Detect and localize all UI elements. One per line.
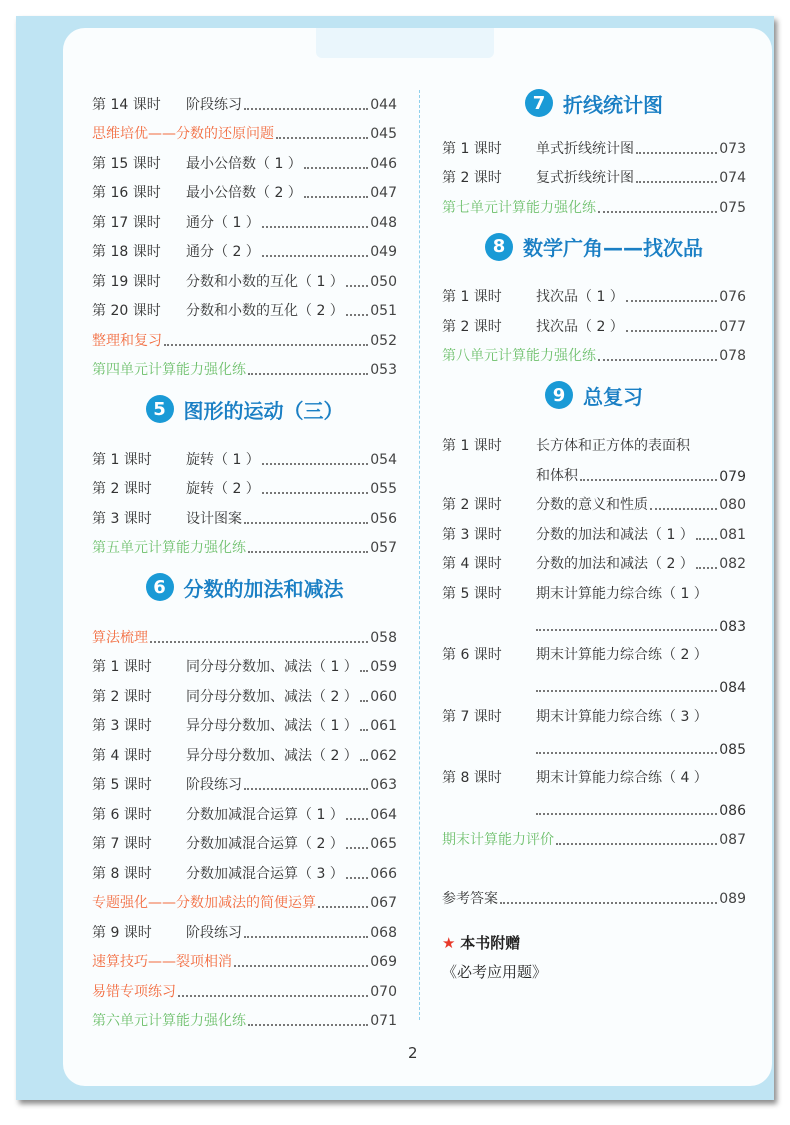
toc-entry[interactable]: [442, 573, 746, 635]
leader-dots: [248, 551, 368, 553]
entry-title: 第七单元计算能力强化练: [442, 199, 596, 216]
toc-entry[interactable]: [92, 794, 397, 824]
toc-entry[interactable]: [442, 635, 746, 697]
page-ref: 051: [370, 303, 397, 319]
page-ref: 058: [370, 629, 397, 646]
entry-title: 分数和小数的互化（ 1 ）: [186, 273, 344, 290]
page-number: 2: [408, 1044, 418, 1062]
page-ref: 084: [719, 680, 746, 696]
toc-entry[interactable]: [92, 912, 397, 942]
leader-dots: [536, 629, 717, 631]
leader-dots: [318, 906, 368, 908]
section-8-entries: [442, 277, 746, 366]
entry-title: 分数的加法和减法（ 1 ）: [536, 526, 694, 543]
leader-dots: [244, 936, 368, 938]
entry-title: 算法梳理: [92, 629, 148, 646]
entry-title: 阶段练习: [186, 924, 242, 941]
toc-entry[interactable]: [92, 528, 397, 558]
entry-title: 速算技巧——裂项相消: [92, 954, 232, 970]
section-7-header: [442, 78, 746, 128]
page-ref: 053: [370, 362, 397, 378]
toc-entry[interactable]: [92, 439, 397, 469]
right-column: [442, 78, 746, 982]
entry-title: 分数加减混合运算（ 2 ）: [186, 836, 344, 852]
page-ref: 054: [370, 451, 397, 468]
page-ref: 071: [370, 1013, 397, 1029]
entry-title: 期末计算能力综合练（ 2 ）: [536, 647, 708, 663]
toc-entry[interactable]: [442, 879, 746, 909]
toc-entry[interactable]: [442, 544, 746, 574]
entry-title: 期末计算能力评价: [442, 831, 554, 848]
header-decoration: [316, 28, 494, 58]
page-ref: 047: [370, 185, 397, 201]
lesson-number: 第 2 课时: [442, 318, 502, 335]
toc-entry[interactable]: [92, 853, 397, 883]
entry-title: 分数的加法和减法（ 2 ）: [536, 556, 694, 572]
entry-title: 第六单元计算能力强化练: [92, 1013, 246, 1029]
entry-title: 分数加减混合运算（ 3 ）: [186, 865, 344, 882]
page-ref: 044: [370, 96, 397, 113]
page-ref: 060: [370, 688, 397, 705]
entry-title: 思维培优——分数的还原问题: [92, 126, 274, 142]
page-ref: 086: [719, 803, 746, 819]
page-ref: 045: [370, 126, 397, 142]
page-ref: 083: [719, 618, 746, 635]
entry-title: 第四单元计算能力强化练: [92, 362, 246, 378]
toc-entry[interactable]: [442, 758, 746, 820]
leader-dots: [244, 788, 368, 790]
section-6-header: [92, 557, 397, 617]
leader-dots: [244, 522, 368, 524]
toc-entry[interactable]: [92, 883, 397, 913]
leader-dots: [346, 818, 368, 820]
lesson-number: 第 1 课时: [92, 451, 152, 468]
toc-entry[interactable]: [92, 143, 397, 173]
leader-dots: [304, 196, 368, 198]
lesson-number: 第 15 课时: [92, 155, 161, 172]
toc-entry[interactable]: [92, 706, 397, 736]
leader-dots: [360, 759, 368, 761]
leader-dots: [696, 567, 717, 569]
leader-dots: [360, 700, 368, 702]
toc-entry[interactable]: [92, 735, 397, 765]
entry-title: 整理和复习: [92, 332, 162, 349]
lesson-number: 第 8 课时: [442, 770, 502, 786]
lesson-number: 第 19 课时: [92, 273, 161, 290]
lesson-number: 第 2 课时: [442, 170, 502, 186]
toc-entry[interactable]: [92, 971, 397, 1001]
page-ref: 075: [719, 199, 746, 216]
entry-title: 第五单元计算能力强化练: [92, 540, 246, 556]
entry-title: 通分（ 1 ）: [186, 214, 260, 231]
leader-dots: [636, 181, 717, 183]
toc-entry[interactable]: [92, 350, 397, 380]
page-ref: 089: [719, 891, 746, 907]
section-number-badge: 8: [485, 233, 513, 261]
page-ref: 065: [370, 836, 397, 852]
toc-entry[interactable]: [92, 261, 397, 291]
entry-title: 最小公倍数（ 2 ）: [186, 185, 302, 201]
leader-dots: [248, 1024, 368, 1026]
entry-title: 分数的意义和性质: [536, 497, 648, 513]
leader-dots: [164, 344, 368, 346]
leader-dots: [360, 729, 368, 731]
page-ref: 056: [370, 510, 397, 527]
toc-entry[interactable]: [92, 942, 397, 972]
lesson-number: 第 1 课时: [92, 659, 152, 675]
unit4-entries: [92, 84, 397, 379]
page-ref: 070: [370, 983, 397, 1000]
leader-dots: [304, 167, 368, 169]
page-ref: 068: [370, 924, 397, 941]
page-ref: 046: [370, 155, 397, 172]
leader-dots: [598, 359, 717, 361]
lesson-number: 第 14 课时: [92, 96, 161, 113]
toc-entry[interactable]: [92, 469, 397, 499]
page-ref: 055: [370, 481, 397, 497]
lesson-number: 第 6 课时: [92, 806, 152, 823]
entry-title: 易错专项练习: [92, 983, 176, 1000]
entry-title: 参考答案: [442, 891, 498, 907]
lesson-number: 第 1 课时: [442, 140, 502, 157]
leader-dots: [244, 108, 368, 110]
section-number-badge: 9: [545, 381, 573, 409]
page-ref: 087: [719, 831, 746, 848]
page-ref: 066: [370, 865, 397, 882]
toc-entry[interactable]: [442, 485, 746, 515]
toc-entry[interactable]: [92, 320, 397, 350]
toc-entry[interactable]: [92, 232, 397, 262]
leader-dots: [650, 508, 717, 510]
toc-entry[interactable]: [442, 158, 746, 188]
leader-dots: [262, 226, 368, 228]
page-ref: 074: [719, 170, 746, 186]
bonus-note: [442, 932, 746, 982]
toc-entry[interactable]: [442, 819, 746, 849]
lesson-number: 第 16 课时: [92, 185, 161, 201]
toc-entry[interactable]: [442, 306, 746, 336]
leader-dots: [626, 300, 717, 302]
entry-title: 最小公倍数（ 1 ）: [186, 155, 302, 172]
lesson-number: 第 7 课时: [442, 708, 502, 725]
page-ref: 063: [370, 777, 397, 793]
leader-dots: [178, 995, 368, 997]
section-title: 图形的运动（三）: [183, 398, 344, 423]
entry-title: 期末计算能力综合练（ 4 ）: [536, 770, 708, 786]
page-ref: 061: [370, 718, 397, 734]
leader-dots: [696, 538, 717, 540]
entry-title-continued: 和体积: [536, 467, 578, 484]
entry-title: 找次品（ 2 ）: [536, 318, 624, 335]
section-9-header: [442, 365, 746, 425]
entry-title: 异分母分数加、减法（ 1 ）: [186, 718, 358, 734]
section-8-header: [442, 217, 746, 277]
toc-entry[interactable]: [92, 617, 397, 647]
toc-entry[interactable]: [442, 128, 746, 158]
entry-title: 同分母分数加、减法（ 1 ）: [186, 659, 358, 675]
page-ref: 067: [370, 895, 397, 911]
entry-title: 找次品（ 1 ）: [536, 289, 624, 305]
leader-dots: [346, 314, 368, 316]
lesson-number: 第 6 课时: [442, 647, 502, 663]
entry-title: 旋转（ 2 ）: [186, 481, 260, 497]
page-ref: 050: [370, 273, 397, 290]
entry-title: 阶段练习: [186, 96, 242, 113]
toc-entry[interactable]: [92, 498, 397, 528]
page-ref: 057: [370, 540, 397, 556]
page-ref: 069: [370, 954, 397, 970]
entry-title: 设计图案: [186, 510, 242, 527]
leader-dots: [150, 641, 368, 643]
leader-dots: [262, 255, 368, 257]
page-ref: 073: [719, 140, 746, 157]
section-5-header: [92, 379, 397, 439]
page-ref: 059: [370, 659, 397, 675]
leader-dots: [346, 877, 368, 879]
toc-entry[interactable]: [92, 202, 397, 232]
section-number-badge: 7: [525, 89, 553, 117]
lesson-number: 第 3 课时: [442, 526, 502, 543]
toc-entry[interactable]: [92, 173, 397, 203]
lesson-number: 第 8 课时: [92, 865, 152, 882]
section-title: 折线统计图: [563, 92, 663, 117]
page-ref: 078: [719, 348, 746, 364]
leader-dots: [626, 330, 717, 332]
leader-dots: [262, 463, 368, 465]
entry-title: 长方体和正方体的表面积: [536, 437, 690, 454]
toc-entry[interactable]: [442, 187, 746, 217]
section-6-entries: [92, 617, 397, 1030]
toc-entry[interactable]: [92, 291, 397, 321]
section-9-entries: [442, 485, 746, 574]
toc-entry[interactable]: [442, 696, 746, 758]
leader-dots: [636, 152, 717, 154]
page-ref: 079: [719, 468, 746, 485]
leader-dots: [262, 492, 368, 494]
leader-dots: [500, 902, 717, 904]
entry-title: 分数和小数的互化（ 2 ）: [186, 303, 344, 319]
page-ref: 049: [370, 244, 397, 260]
toc-entry[interactable]: [442, 514, 746, 544]
toc-entry[interactable]: [92, 824, 397, 854]
entry-title: 分数加减混合运算（ 1 ）: [186, 806, 344, 823]
entry-title: 专题强化——分数加减法的简便运算: [92, 895, 316, 911]
leader-dots: [536, 813, 717, 815]
lesson-number: 第 2 课时: [92, 688, 152, 705]
entry-title: 阶段练习: [186, 777, 242, 793]
section-title: 分数的加法和减法: [183, 576, 344, 601]
entry-title: 旋转（ 1 ）: [186, 451, 260, 468]
toc-entry[interactable]: [92, 1001, 397, 1031]
bonus-book: 《必考应用题》: [442, 963, 548, 981]
entry-title: 期末计算能力综合练（ 3 ）: [536, 708, 708, 725]
left-column: [92, 84, 397, 1030]
entry-title: 期末计算能力综合练（ 1 ）: [536, 585, 708, 602]
leader-dots: [234, 965, 368, 967]
lesson-number: 第 2 课时: [92, 481, 152, 497]
toc-entry[interactable]: [92, 765, 397, 795]
lesson-number: 第 5 课时: [92, 777, 152, 793]
page-ref: 080: [719, 497, 746, 513]
lesson-number: 第 4 课时: [442, 556, 502, 572]
lesson-number: 第 20 课时: [92, 303, 161, 319]
column-divider: [419, 90, 420, 1020]
section-number-badge: 6: [146, 573, 174, 601]
page-ref: 076: [719, 289, 746, 305]
toc-entry[interactable]: [442, 425, 746, 485]
lesson-number: 第 4 课时: [92, 747, 152, 764]
leader-dots: [276, 137, 368, 139]
lesson-number: 第 18 课时: [92, 244, 161, 260]
page-ref: 064: [370, 806, 397, 823]
section-7-entries: [442, 128, 746, 217]
lesson-number: 第 1 课时: [442, 437, 502, 454]
entry-title: 单式折线统计图: [536, 140, 634, 157]
page-ref: 081: [719, 526, 746, 543]
page-ref: 077: [719, 318, 746, 335]
entry-title: 通分（ 2 ）: [186, 244, 260, 260]
section-9-final-practice: [442, 573, 746, 819]
page-ref: 085: [719, 741, 746, 758]
leader-dots: [360, 670, 368, 672]
leader-dots: [580, 479, 717, 481]
leader-dots: [598, 211, 717, 213]
page-ref: 082: [719, 556, 746, 572]
lesson-number: 第 17 课时: [92, 214, 161, 231]
lesson-number: 第 3 课时: [92, 510, 152, 527]
entry-title: 复式折线统计图: [536, 170, 634, 186]
entry-title: 第八单元计算能力强化练: [442, 348, 596, 364]
page-ref: 062: [370, 747, 397, 764]
lesson-number: 第 1 课时: [442, 289, 502, 305]
lesson-number: 第 7 课时: [92, 836, 152, 852]
lesson-number: 第 5 课时: [442, 585, 502, 602]
lesson-number: 第 3 课时: [92, 718, 152, 734]
toc-entry[interactable]: [92, 114, 397, 144]
toc-entry[interactable]: [92, 84, 397, 114]
lesson-number: 第 2 课时: [442, 497, 502, 513]
leader-dots: [536, 752, 717, 754]
bonus-title: 本书附赠: [460, 934, 521, 952]
entry-title: 同分母分数加、减法（ 2 ）: [186, 688, 358, 705]
section-title: 数学广角——找次品: [523, 236, 703, 260]
leader-dots: [346, 285, 368, 287]
toc-entry[interactable]: [92, 647, 397, 677]
toc-entry[interactable]: [442, 277, 746, 307]
section-5-entries: [92, 439, 397, 557]
toc-entry[interactable]: [92, 676, 397, 706]
page-ref: 048: [370, 214, 397, 231]
leader-dots: [346, 847, 368, 849]
page-ref: 052: [370, 332, 397, 349]
leader-dots: [248, 373, 368, 375]
toc-entry[interactable]: [442, 336, 746, 366]
star-icon: ★: [442, 934, 456, 952]
leader-dots: [536, 690, 717, 692]
entry-title: 异分母分数加、减法（ 2 ）: [186, 747, 358, 764]
section-number-badge: 5: [146, 395, 174, 423]
section-title: 总复习: [583, 384, 643, 409]
leader-dots: [556, 843, 717, 845]
lesson-number: 第 9 课时: [92, 924, 152, 941]
